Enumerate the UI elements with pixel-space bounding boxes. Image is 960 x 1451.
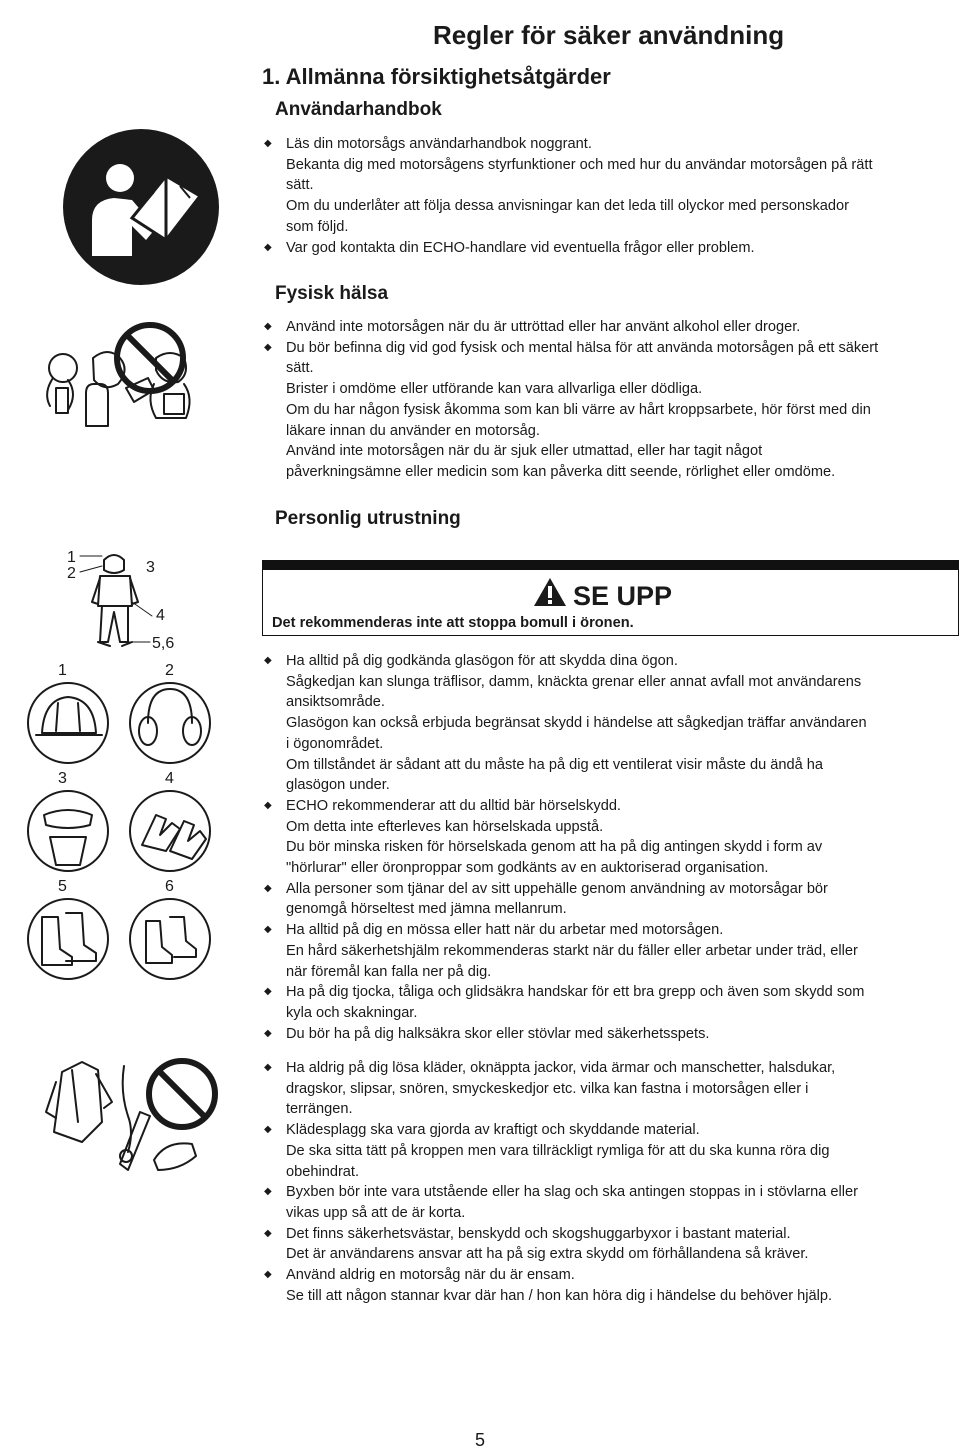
warning-heading xyxy=(533,577,672,612)
safety-shoes-icon xyxy=(130,899,210,979)
section-title: 1. Allmänna försiktighetsåtgärder xyxy=(262,64,611,89)
no-alcohol-drugs-icon xyxy=(38,318,198,428)
person-label-1: 1 xyxy=(67,549,76,566)
goggles-visor-icon xyxy=(28,791,108,871)
bullet-icon: ◆ xyxy=(264,1186,272,1198)
person-label-2: 2 xyxy=(67,565,76,582)
warning-bar xyxy=(263,561,958,570)
safety-boots-icon xyxy=(28,899,108,979)
bullet-icon: ◆ xyxy=(264,138,272,149)
list-item: ◆ Alla personer som tjänar del av sitt uppehälle genom användning av motorsågar bör genomgå hörseltest med jämna mellanrum. xyxy=(264,880,828,918)
list-item: ◆ Läs din motorsågs användarhandbok noggrant. Bekanta dig med motorsågens styrfunktioner och med hur du användar motorsågen på rätt sätt. Om du underlåter att följa dessa anvisningar kan det leda till olyckor med personskador som följd. xyxy=(264,136,873,235)
list-item: ◆ Klädesplagg ska vara gjorda av kraftigt och skyddande material. De ska sitta tätt på kroppen men vara tillräckligt rymliga för att du ska kunna röra dig obehindrat. xyxy=(264,1122,830,1180)
warning-title: SE UPP xyxy=(573,581,673,611)
item-label-6: 6 xyxy=(165,878,174,895)
page-number: 5 xyxy=(474,1430,485,1450)
list-item: ◆ Var god kontakta din ECHO-handlare vid eventuella frågor eller problem. xyxy=(262,238,952,259)
bullet-icon: ◆ xyxy=(264,655,272,666)
manual-list xyxy=(262,134,952,258)
list-item: ◆ Ha på dig tjocka, tåliga och glidsäkra handskar för ett bra grepp och även som skydd som kyla och skakningar. xyxy=(264,984,865,1021)
protective-gear-items-figure xyxy=(20,655,220,1027)
equipment-heading: Personlig utrustning xyxy=(275,508,461,529)
health-heading: Fysisk hälsa xyxy=(275,283,389,304)
list-item: ◆ Ha alltid på dig en mössa eller hatt när du arbetar med motorsågen. En hård säkerhetshjälm rekommenderas starkt när du fäller eller arbetar under träd, eller när föremål kan falla ner på dig. xyxy=(264,922,858,980)
warning-text: Det rekommenderas inte att stoppa bomull i öronen. xyxy=(272,615,634,631)
warning-box xyxy=(262,560,959,636)
warning-triangle-icon xyxy=(533,577,567,607)
person-label-4: 4 xyxy=(156,607,165,624)
item-label-1: 1 xyxy=(58,662,67,679)
bullet-icon: ◆ xyxy=(264,1269,272,1281)
read-manual-icon xyxy=(62,128,220,286)
list-item: ◆ Du bör befinna dig vid god fysisk och mental hälsa för att använda motorsågen på ett säkert sätt. Brister i omdöme eller utförande kan vara allvarliga eller dödliga. Om du har någon fysisk åkomma som kan bli värre av hårt kroppsarbete, hör först med din läkare innan du använder en motorsåg. Använd inte motorsågen när du är sjuk eller utmattad, eller har tagit något påverkningsämne eller medicin som kan påverka ditt seende, rörlighet eller omdöme. xyxy=(264,339,879,480)
equipment-list xyxy=(262,651,958,1044)
list-item: ◆ Ha aldrig på dig lösa kläder, oknäppta jackor, vida ärmar och manschetter, halsdukar, dragskor, slipsar, snören, smyckeskedjor etc. vilka kan fastna i motorsågen eller i terrängen. xyxy=(264,1060,836,1118)
item-label-3: 3 xyxy=(58,770,67,787)
person-label-56: 5,6 xyxy=(152,635,175,652)
bullet-icon: ◆ xyxy=(264,799,272,811)
list-item: ◆ Använd inte motorsågen när du är uttröttad eller har använt alkohol eller droger. xyxy=(262,317,958,338)
page-title: Regler för säker användning xyxy=(433,20,785,50)
bullet-icon: ◆ xyxy=(264,986,272,998)
health-list xyxy=(262,317,958,483)
item-label-2: 2 xyxy=(165,662,174,679)
bullet-icon: ◆ xyxy=(264,321,272,332)
clothing-list xyxy=(262,1058,958,1306)
manual-heading: Användarhandbok xyxy=(275,99,442,120)
bullet-icon: ◆ xyxy=(264,1124,272,1136)
list-item: ◆ Byxben bör inte vara utstående eller ha slag och ska antingen stoppas in i stövlarna eller vikas upp så att de är korta. xyxy=(264,1184,858,1221)
bullet-icon: ◆ xyxy=(264,924,272,936)
item-label-4: 4 xyxy=(165,770,174,787)
person-label-3: 3 xyxy=(146,559,155,576)
bullet-icon: ◆ xyxy=(264,882,272,894)
list-item: ◆ ECHO rekommenderar att du alltid bär hörselskydd. Om detta inte efterleves kan hörselskada uppstå. Du bör minska risken för hörselskada genom att ha på dig antingen skydd i form av "hörlurar" eller öronproppar som godkänts av en auktoriserad organisation. xyxy=(264,797,823,877)
bullet-icon: ◆ xyxy=(264,1027,272,1039)
item-label-5: 5 xyxy=(58,878,67,895)
list-item: ◆ Det finns säkerhetsvästar, benskydd och skogshuggarbyxor i bastant material. Det är användarens ansvar att ha på sig extra skydd om förhållandena så kräver. xyxy=(264,1225,809,1263)
list-item: ◆ Du bör ha på dig halksäkra skor eller stövlar med säkerhetsspets. xyxy=(262,1024,958,1045)
no-loose-clothing-icon xyxy=(42,1052,222,1182)
list-item: ◆ Ha alltid på dig godkända glasögon för att skydda dina ögon. Sågkedjan kan slunga träflisor, damm, knäckta grenar eller annat avfall mot användarens ansiktsområde. Glasögon kan också erbjuda begränsat skydd i händelse att sågkedjan träffar användaren i ögonområdet. Om tillståndet är sådant att du måste ha på dig ett ventilerat visir måste du ändå ha glasögon under. xyxy=(264,653,867,794)
ear-muffs-icon xyxy=(130,683,210,763)
bullet-icon: ◆ xyxy=(264,241,272,253)
bullet-icon: ◆ xyxy=(264,341,272,353)
helmet-icon xyxy=(28,683,108,763)
bullet-icon: ◆ xyxy=(264,1227,272,1239)
protective-gear-person-figure xyxy=(40,542,220,670)
gloves-icon xyxy=(130,791,210,871)
list-item: ◆ Använd aldrig en motorsåg när du är ensam. Se till att någon stannar kvar där han / hon kan höra dig i händelse du behöver hjälp. xyxy=(264,1267,833,1304)
bullet-icon: ◆ xyxy=(264,1062,272,1073)
